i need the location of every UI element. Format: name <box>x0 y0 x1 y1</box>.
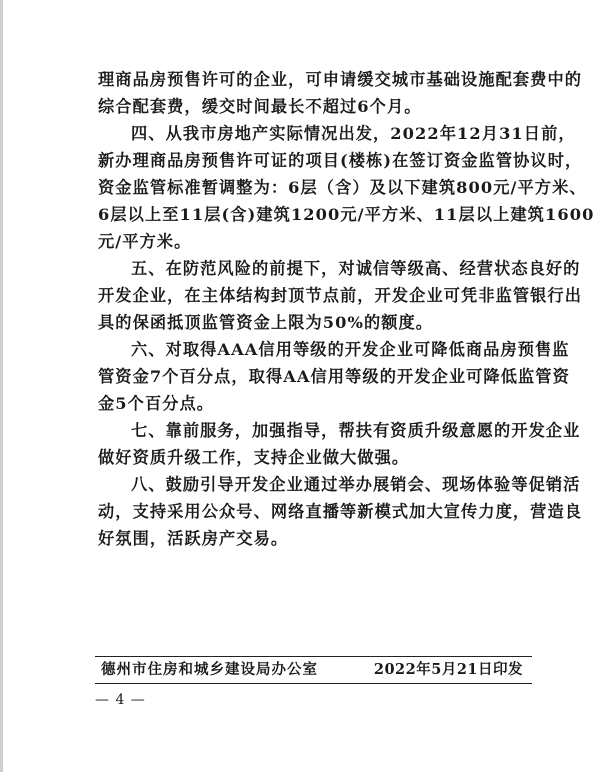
text-line: 七、靠前服务，加强指导，帮扶有资质升级意愿的开发企业 <box>131 421 581 440</box>
page-edge <box>0 0 3 772</box>
text-line: 资金监管标准暂调整为：6层（含）及以下建筑800元/平方米、 <box>98 178 587 197</box>
issue-date: 2022年5月21日印发 <box>373 661 523 678</box>
paragraph-6 <box>98 336 570 417</box>
footer-bottom-rule <box>95 683 532 684</box>
paragraph-8 <box>98 471 583 552</box>
text-line: 6层以上至11层(含)建筑1200元/平方米、11层以上建筑1600 <box>98 205 595 224</box>
text-line: 开发企业，在主体结构封顶节点前，开发企业可凭非监管银行出 <box>98 286 583 305</box>
text-line: 元/平方米。 <box>98 232 192 251</box>
text-line: 理商品房预售许可的企业，可申请缓交城市基础设施配套费中的 <box>98 70 583 89</box>
document-body <box>98 66 595 552</box>
text-line: 金5个百分点。 <box>98 394 215 413</box>
text-line: 具的保函抵顶监管资金上限为50%的额度。 <box>98 313 434 332</box>
page-number: — 4 — <box>95 692 146 708</box>
footer-top-rule <box>95 656 532 657</box>
text-line: 八、鼓励引导开发企业通过举办展销会、现场体验等促销活 <box>131 475 581 494</box>
paragraph-3-continued <box>98 66 583 120</box>
text-line: 六、对取得AAA信用等级的开发企业可降低商品房预售监 <box>131 340 570 359</box>
text-line: 新办理商品房预售许可证的项目(楼栋)在签订资金监管协议时， <box>98 151 583 170</box>
text-line: 做好资质升级工作，支持企业做大做强。 <box>98 448 410 467</box>
issuing-office: 德州市住房和城乡建设局办公室 <box>101 661 318 678</box>
text-line: 综合配套费，缓交时间最长不超过6个月。 <box>98 97 422 116</box>
paragraph-7 <box>98 417 581 471</box>
paragraph-5 <box>98 255 583 336</box>
text-line: 动，支持采用公众号、网络直播等新模式加大宣传力度，营造良 <box>98 502 583 521</box>
text-line: 好氛围，活跃房产交易。 <box>98 529 289 548</box>
text-line: 四、从我市房地产实际情况出发，2022年12月31日前， <box>131 124 576 143</box>
text-line: 管资金7个百分点，取得AA信用等级的开发企业可降低监管资 <box>98 367 570 386</box>
paragraph-4 <box>98 120 595 255</box>
text-line: 五、在防范风险的前提下，对诚信等级高、经营状态良好的 <box>131 259 581 278</box>
